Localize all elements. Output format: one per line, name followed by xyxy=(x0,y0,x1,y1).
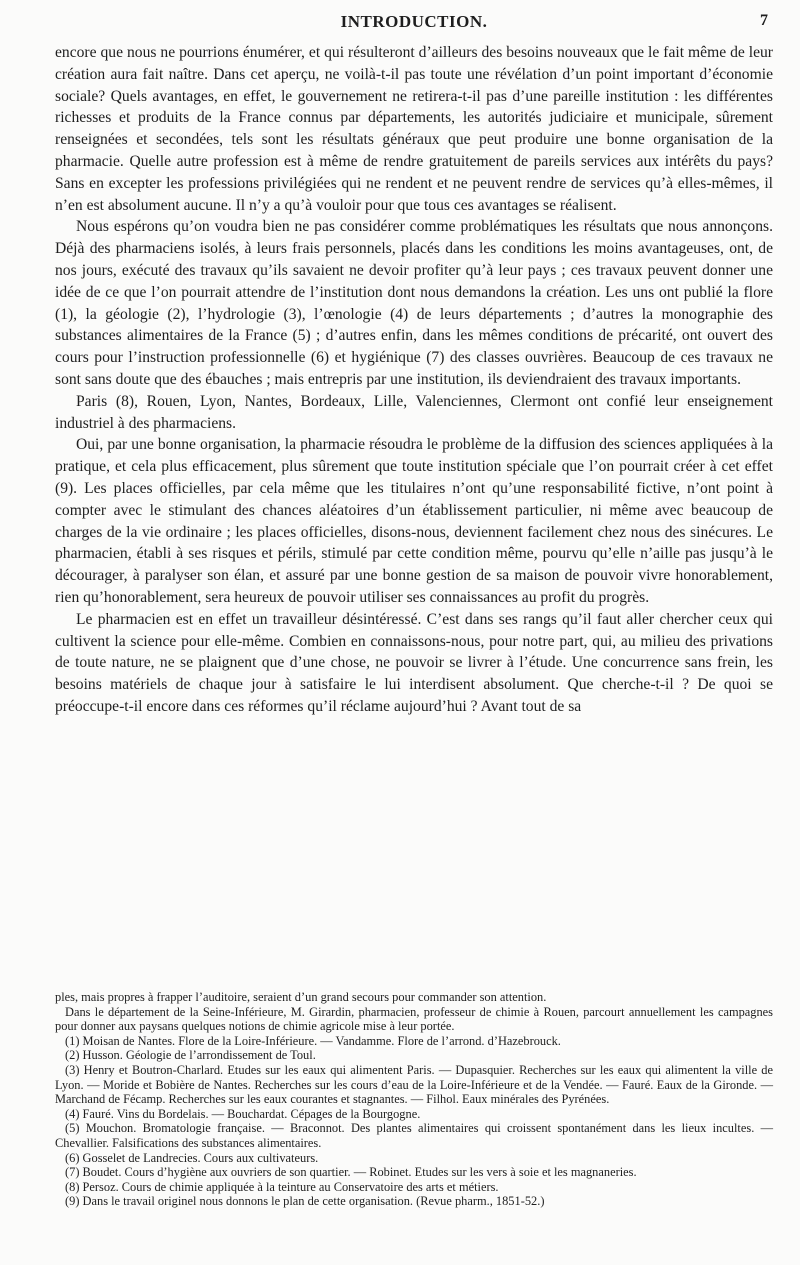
paragraph: Le pharmacien est en effet un travailleur désintéressé. C’est dans ses rangs qu’il faut aller chercher ceux qui cultivent la science pour elle-même. Combien en connaissons-nous, pour notre part, qui, au milieu des privations de toute nature, ne se plaignent que d’une chose, ne pouvoir se livrer à l’étude. Une concurrence sans frein, les besoins matériels de chaque jour à satisfaire le lui interdisent absolument. Que cherche-t-il ? De quoi se préoccupe-t-il encore dans ces réformes qu’il réclame aujourd’hui ? Avant tout de sa xyxy=(55,610,773,715)
footnote-4: (4) Fauré. Vins du Bordelais. — Bouchardat. Cépages de la Bourgogne. xyxy=(65,1106,421,1121)
footnote-continuation: ples, mais propres à frapper l’auditoire, seraient d’un grand secours pour commander son attention. xyxy=(55,990,547,1004)
footnote-7: (7) Boudet. Cours d’hygiène aux ouvriers de son quartier. — Robinet. Etudes sur les vers à soie et les magnaneries. xyxy=(65,1165,637,1180)
paragraph: Oui, par une bonne organisation, la pharmacie résoudra le problème de la diffusion des sciences appliquées à la pratique, et cela plus efficacement, plus sûrement que toute institution spéciale que l’on pourrait créer à cet effet (9). Les places officielles, par cela même que les titulaires n’ont qu’une responsabilité fictive, n’ont point à compter avec le stimulant des chances aléatoires d’un établissement particulier, ni même avec beaucoup de charges de la vie ordinaire ; les places officielles, disons-nous, deviennent facilement chez nous des sinécures. Le pharmacien, établi à ses risques et périls, stimulé par cette condition même, pourvu qu’elle n’aille pas jusqu’à le décourager, à paralyser son élan, et assuré par une bonne gestion de sa maison de pouvoir vivre honorablement, rien qu’honorablement, sera heureux de pouvoir utiliser ses connaissances au profit du progrès. xyxy=(55,436,773,606)
footnote-9: (9) Dans le travail originel nous donnons le plan de cette organisation. (Revue pharm., 1851-52.) xyxy=(65,1194,545,1209)
page-number: 7 xyxy=(760,12,768,29)
footnote-5: (5) Mouchon. Bromatologie française. — Braconnot. Des plantes alimentaires qui croissent spontanément dans les lieux incultes. — Chevallier. Falsifications des substances alimentaires. xyxy=(55,1121,773,1150)
paragraph: encore que nous ne pourrions énumérer, et qui résulteront d’ailleurs des besoins nouveaux que le fait même de leur création aura fait naître. Dans cet aperçu, ne voilà-t-il pas toute une révélation d’un point important d’économie sociale? Quels avantages, en effet, le gouvernement ne retirera-t-il pas d’une pareille institution : les différentes richesses et produits de la France connus par départements, les autorités judiciaire et municipale, sûrement renseignées et secondées, tels sont les résultats généraux que peut produire une bonne organisation de la pharmacie. Quelle autre profession est à même de rendre gratuitement de pareils services aux intérêts du pays? Sans en excepter les professions privilégiées qui ne rendent et ne peuvent rendre de services qu’à elles-mêmes, il n’en est absolument aucune. Il n’y a qu’à vouloir pour que tous ces avantages se réalisent. xyxy=(55,44,773,214)
footnote-paragraph: Dans le département de la Seine-Inférieure, M. Girardin, pharmacien, professeur de chimie à Rouen, parcourt annuellement les campagnes pour donner aux paysans quelques notions de chimie agricole mise à leur portée. xyxy=(55,1004,773,1034)
footnote-8: (8) Persoz. Cours de chimie appliquée à la teinture au Conservatoire des arts et métiers. xyxy=(65,1179,499,1194)
paragraph: Nous espérons qu’on voudra bien ne pas considérer comme problématiques les résultats que nous annonçons. Déjà des pharmaciens isolés, à leurs frais personnels, placés dans les conditions les moins avantageuses, ont, de nos jours, exécuté des travaux qu’ils savaient ne devoir profiter qu’à leur pays ; ces travaux peuvent donner une idée de ce que l’on pourrait attendre de l’institution dont nous demandons la création. Les uns ont publié la flore (1), la géologie (2), l’hydrologie (3), l’œnologie (4) de leurs départements ; d’autres la monographie des substances alimentaires de la France (5) ; d’autres enfin, dans les mêmes conditions de précarité, ont ouvert des cours pour l’instruction professionnelle (6) et hygiénique (7) des classes ouvrières. Beaucoup de ces travaux ne sont sans doute que des ébauches ; mais entrepris par une institution, ils deviendraient des travaux importants. xyxy=(55,218,773,388)
footnote-2: (2) Husson. Géologie de l’arrondissement de Toul. xyxy=(65,1048,316,1063)
page-header xyxy=(60,6,768,36)
footnote-3: (3) Henry et Boutron-Charlard. Etudes sur les eaux qui alimentent Paris. — Dupasquier. Recherches sur les eaux qui alimentent la ville de Lyon. — Moride et Bobière de Nantes. Recherches sur les cours d’eau de la Loire-Inférieure et de la Vendée. — Fauré. Eaux de la Gironde. — Marchand de Fécamp. Recherches sur les eaux courantes et stagnantes. — Filhol. Eaux minérales des Pyrénées. xyxy=(55,1062,773,1107)
footnote-6: (6) Gosselet de Landrecies. Cours aux cultivateurs. xyxy=(65,1150,319,1165)
paragraph: Paris (8), Rouen, Lyon, Nantes, Bordeaux, Lille, Valenciennes, Clermont ont confié leur enseignement industriel à des pharmaciens. xyxy=(55,392,773,432)
main-text xyxy=(55,42,773,718)
footnotes xyxy=(55,990,773,1209)
footnote-1: (1) Moisan de Nantes. Flore de la Loire-Inférieure. — Vandamme. Flore de l’arrond. d’Hazebrouck. xyxy=(65,1033,561,1048)
running-head: INTRODUCTION. xyxy=(340,12,488,31)
